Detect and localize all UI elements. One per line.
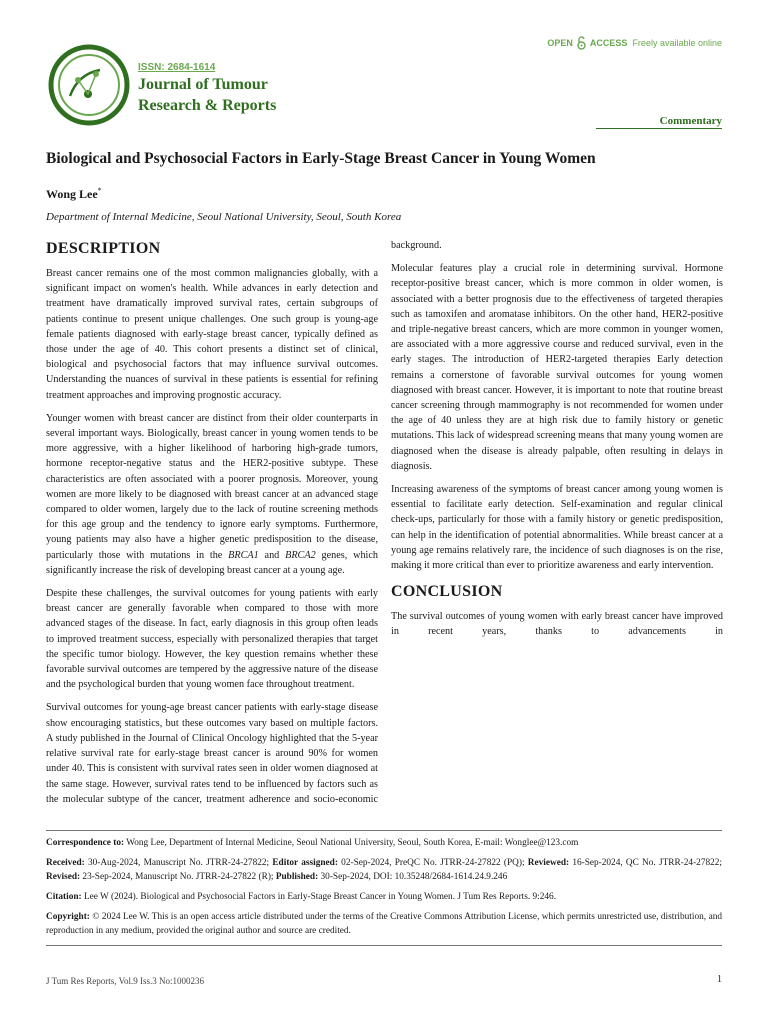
- open-label: OPEN: [547, 38, 573, 48]
- author-mark: *: [97, 186, 102, 195]
- open-access-lock-icon: [576, 36, 587, 50]
- paragraph-7: The survival outcomes of young women with early breast cancer have improved in recent years, thanks to advancements in: [391, 611, 723, 638]
- editor-assigned-text: 02-Sep-2024, PreQC No. JTRR-24-27822 (PQ);: [337, 858, 528, 868]
- correspondence-text: Wong Lee, Department of Internal Medicine, Seoul National University, Seoul, South Korea, E-mail: Wonglee@123.com: [124, 838, 579, 848]
- citation: [46, 890, 722, 904]
- freely-available-label: Freely available online: [632, 38, 722, 48]
- article-type: Commentary: [659, 115, 722, 127]
- access-label: ACCESS: [589, 38, 628, 48]
- citation-label: Citation:: [46, 892, 82, 902]
- paragraph-1: Breast cancer remains one of the most common malignancies globally, with a significant impact on women's health. While advances in early detection and treatment have dramatically improved survival rates, certain subgroups of patients continue to present unique challenges. One such group is young-age female patients diagnosed with early-stage breast cancer, typically defined as those under the age of 40. This cohort presents a distinct set of clinical, biological and psychosocial factors that may influence survival outcomes. Understanding the nuances of survival in these patients is essential for refining treatment approaches and improving prognostic accuracy.: [46, 268, 378, 401]
- gene-brca1: BRCA1: [228, 549, 259, 561]
- body-column-left: [46, 238, 378, 815]
- author: [46, 186, 102, 202]
- body-column-right: [391, 238, 723, 648]
- article-title: Biological and Psychosocial Factors in Early-Stage Breast Cancer in Young Women: [46, 150, 596, 167]
- copyright-text: © 2024 Lee W. This is an open access article distributed under the terms of the Creative Commons Attribution License, which permits unrestricted use, distribution, and reproduction in any medium, provided the original author and source are credited.: [46, 912, 722, 936]
- paragraph-6: Increasing awareness of the symptoms of breast cancer among young women is essential to facilitate early detection. Self-examination and regular clinical check-ups, particularly for those with a family history or genetic predisposition, can help in the identification of potential abnormalities. While breast cancer at a young age remains relatively rare, the incidence of such diagnoses is on the rise, making it more critical than ever to prioritize awareness and early intervention.: [391, 484, 723, 572]
- copyright: [46, 910, 722, 938]
- journal-name-line1: Journal of Tumour: [138, 76, 268, 93]
- page-number: 1: [717, 974, 722, 985]
- journal-reference: J Tum Res Reports, Vol.9 Iss.3 No:1000236: [46, 976, 204, 986]
- paragraph-3: Despite these challenges, the survival outcomes for young patients with early breast cancer are generally favorable when compared to those with more advanced stages of the disease. In fact, early diagnosis in this group often leads to improved treatment success, especially with personalized therapies that target the specific tumor biology. However, the key question remains whether these favorable survival outcomes are tempered by the aggressive nature of the disease and the psychological burden that young women face throughout treatment.: [46, 588, 378, 691]
- journal-name-line2: Research & Reports: [138, 97, 277, 114]
- correspondence: [46, 836, 722, 850]
- revised-label: Revised:: [46, 872, 81, 882]
- paragraph-2-text-a: Younger women with breast cancer are distinct from their older counterparts in several important ways. Biologically, breast cancer in young women tends to be more aggressive, with a higher likelihood of harboring high-grade tumors, hormone receptor-negative status and the HER2-positive subtype. These characteristics are often associated with a poorer prognosis. Moreover, young women are more likely to be diagnosed with breast cancer at an advanced stage compared to older women, largely due to the lack of routine screening methods for this age group and the tendency to ignore early symptoms. Furthermore, young patients may also have a higher genetic predisposition to the disease, particularly those with mutations in the: [46, 412, 378, 561]
- published-text: 30-Sep-2024, DOI: 10.35248/2684-1614.24.9.246: [318, 872, 508, 882]
- reviewed-text: 16-Sep-2024, QC No. JTRR-24-27822;: [569, 858, 722, 868]
- footer-divider-top: [46, 830, 722, 831]
- article-dates: [46, 856, 722, 884]
- correspondence-label: Correspondence to:: [46, 838, 125, 848]
- issn[interactable]: ISSN: 2684-1614: [138, 62, 216, 73]
- section-heading-description: DESCRIPTION: [46, 240, 161, 257]
- gene-brca2: BRCA2: [285, 549, 316, 561]
- section-heading-conclusion: CONCLUSION: [391, 583, 503, 601]
- received-label: Received:: [46, 858, 85, 868]
- paragraph-5: Molecular features play a crucial role in determining survival. Hormone receptor-positive breast cancer, which is more common in older women, is associated with a better prognosis due to the effectiveness of targeted therapies such as tamoxifen and aromatase inhibitors. On the other hand, HER2-positive and triple-negative breast cancers, which are more common in younger women, are associated with a more aggressive course and reduced survival, even in the early stages. The introduction of HER2-targeted therapies Early detection remains a cornerstone of favorable survival outcomes for young women diagnosed with breast cancer. However, it is important to note that routine breast cancer screening through mammography is not recommended for women under the age of 40 unless they are at high risk due to family history or genetic mutations. This lack of widespread screening means that many young women are diagnosed when the disease is already palpable, often resulting in delays in diagnosis.: [391, 263, 723, 472]
- paragraph-4-continued: background.: [391, 240, 442, 251]
- paragraph-4: Survival outcomes for young-age breast cancer patients with early-stage disease show encouraging statistics, but these outcomes vary based on multiple factors. A study published in the Journal of Clinical Oncology highlighted that the 5-year relative survival rate for early-stage breast cancer is around 90% for women under 40. This is consistent with survival rates seen in older women diagnosed at the same stage. However, survival rates tend to be influenced by factors such as the molecular subtype of the cancer, treatment adherence and socio-economic: [46, 702, 378, 805]
- header-divider: [596, 128, 722, 129]
- journal-logo: [48, 44, 130, 126]
- author-name: Wong Lee: [46, 187, 98, 201]
- citation-text: Lee W (2024). Biological and Psychosocial Factors in Early-Stage Breast Cancer in Young Women. J Tum Res Reports. 9:246.: [81, 892, 557, 902]
- paragraph-2-text-b: and: [258, 549, 286, 561]
- paragraph-2: [46, 411, 378, 578]
- affiliation: Department of Internal Medicine, Seoul National University, Seoul, South Korea: [46, 211, 402, 223]
- published-label: Published:: [275, 872, 319, 882]
- paragraph-2-text-c: genes, which significantly increase the risk of developing breast cancer at a young age.: [46, 549, 378, 576]
- editor-assigned-label: Editor assigned:: [272, 858, 338, 868]
- footer-divider-bottom: [46, 945, 722, 946]
- open-access-badge: [547, 36, 722, 50]
- reviewed-label: Reviewed:: [527, 858, 570, 868]
- received-text: 30-Aug-2024, Manuscript No. JTRR-24-27822;: [84, 858, 273, 868]
- journal-name: [138, 74, 276, 116]
- copyright-label: Copyright:: [46, 912, 90, 922]
- revised-text: 23-Sep-2024, Manuscript No. JTRR-24-27822 (R);: [80, 872, 276, 882]
